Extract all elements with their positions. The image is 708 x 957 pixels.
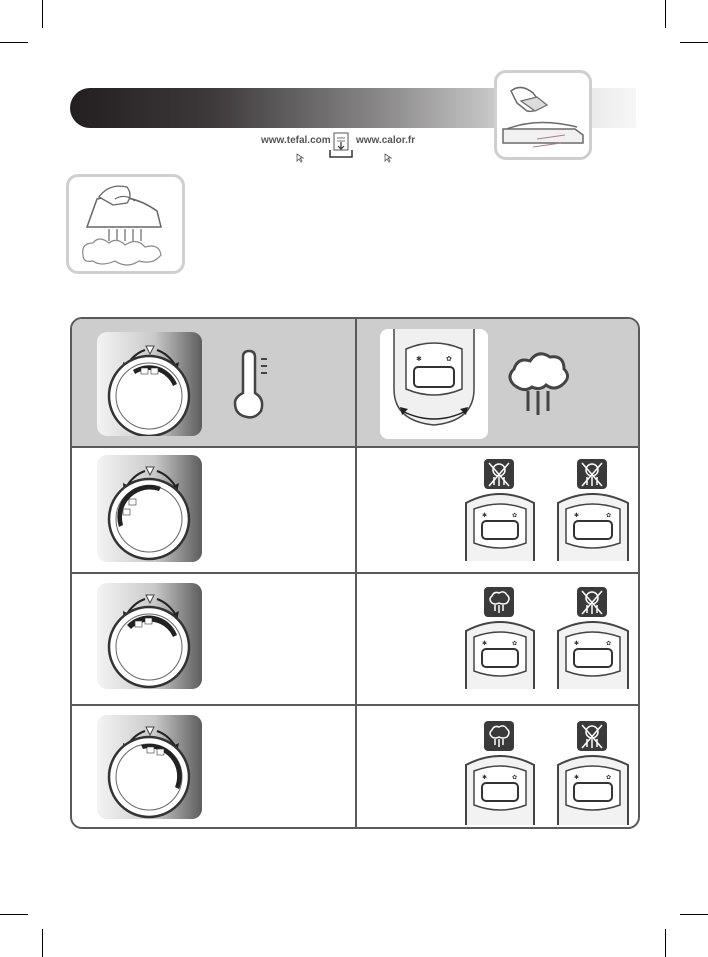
svg-text:✿: ✿ — [512, 774, 518, 781]
dial-setting-3 — [97, 715, 202, 819]
download-document-icon — [328, 132, 354, 165]
crop-mark-br-h — [680, 914, 708, 915]
tefal-link[interactable]: www.tefal.com — [261, 135, 331, 146]
iron-control-left — [460, 479, 540, 561]
iron-control-left — [460, 607, 540, 689]
iron-control-right — [552, 607, 634, 689]
crop-mark-tr-h — [680, 42, 708, 43]
dial-setting-1 — [97, 455, 202, 562]
svg-text:✱: ✱ — [574, 774, 580, 781]
crop-mark-br-v — [665, 929, 666, 957]
svg-text:✿: ✿ — [606, 774, 612, 781]
temperature-dial-tile — [97, 332, 202, 436]
crop-mark-bl-h — [0, 914, 28, 915]
dial-setting-2 — [97, 583, 202, 689]
svg-text:✱: ✱ — [482, 640, 488, 647]
calor-link[interactable]: www.calor.fr — [356, 135, 416, 146]
svg-text:✿: ✿ — [606, 640, 612, 647]
crop-mark-tl-h — [0, 42, 28, 43]
svg-text:✱: ✱ — [574, 640, 580, 647]
cursor-icon — [384, 150, 392, 168]
svg-text:✿: ✿ — [446, 355, 452, 363]
column-divider — [355, 319, 357, 827]
crop-mark-tr-v — [665, 0, 666, 28]
crop-mark-bl-v — [42, 929, 43, 957]
cursor-icon — [296, 150, 304, 168]
svg-text:✱: ✱ — [482, 512, 488, 519]
steam-control-illustration — [380, 329, 488, 439]
svg-text:✱: ✱ — [574, 512, 580, 519]
steam-cloud-icon — [502, 347, 574, 424]
iron-control-right — [552, 479, 634, 561]
iron-hand-illustration — [494, 70, 592, 160]
vertical-steam-illustration — [66, 174, 185, 274]
svg-text:✿: ✿ — [512, 640, 518, 647]
svg-text:✱: ✱ — [482, 774, 488, 781]
iron-control-left — [460, 741, 540, 825]
svg-text:✿: ✿ — [606, 512, 612, 519]
iron-control-right — [552, 741, 634, 825]
crop-mark-tl-v — [42, 0, 43, 28]
thermometer-icon — [227, 349, 277, 426]
svg-text:✱: ✱ — [416, 355, 422, 363]
settings-table — [70, 317, 640, 829]
svg-text:✿: ✿ — [512, 512, 518, 519]
